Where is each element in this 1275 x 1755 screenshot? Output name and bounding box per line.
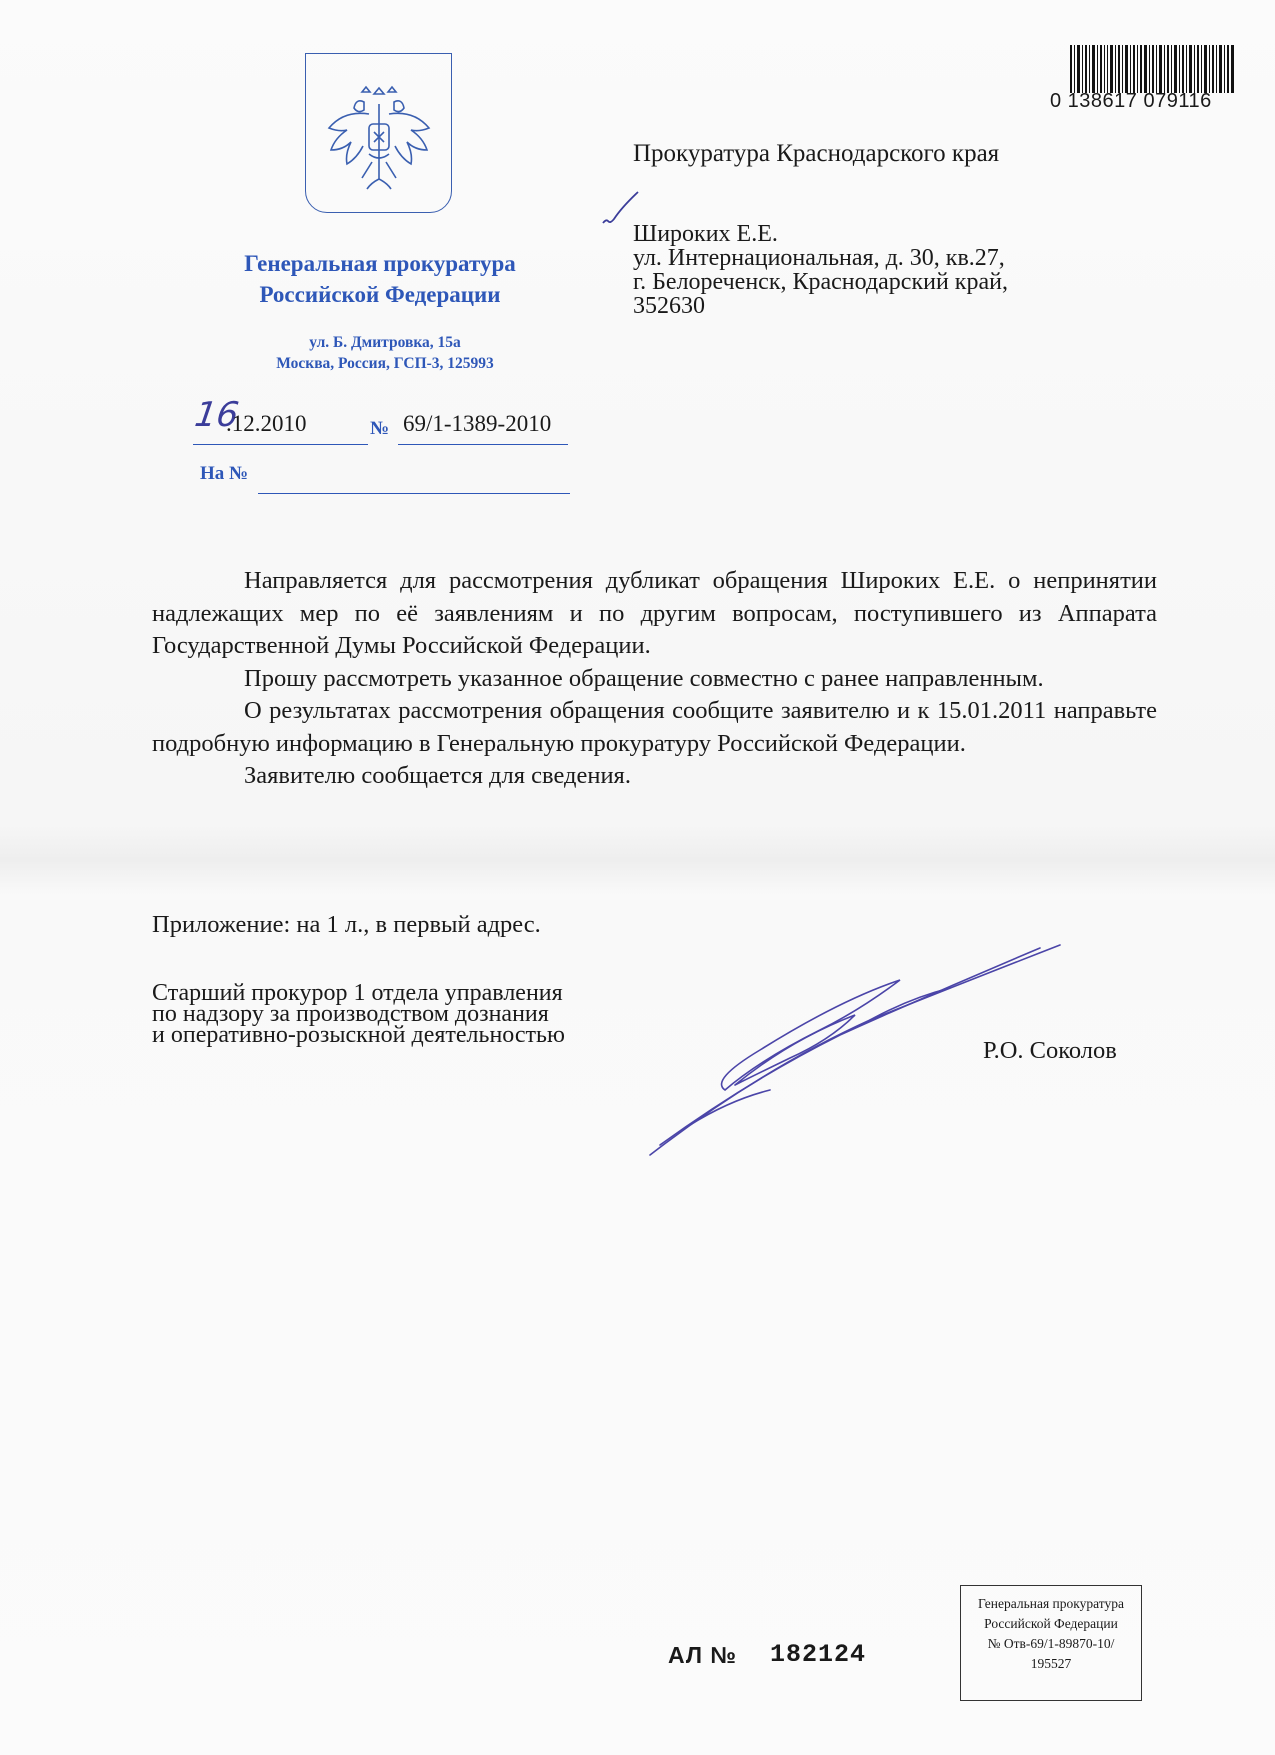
form-series-label: АЛ № xyxy=(668,1642,738,1668)
reply-to-label: На № xyxy=(200,463,249,484)
sender-org-line2: Российской Федерации xyxy=(259,282,501,307)
stamp-line-4: 195527 xyxy=(1030,1656,1072,1671)
form-series-number: 182124 xyxy=(770,1640,867,1669)
reply-to-underline xyxy=(258,455,570,494)
recipient-address-line3: 352630 xyxy=(633,293,705,319)
body-paragraph-4: Заявителю сообщается для сведения. xyxy=(244,762,631,789)
emblem-frame xyxy=(305,53,452,213)
recipient-address-line1: ул. Интернациональная, д. 30, кв.27, xyxy=(633,245,1005,271)
signatory-name: Р.О. Соколов xyxy=(983,1037,1117,1064)
recipient-address-block xyxy=(633,222,1008,318)
sender-address-line2: Москва, Россия, ГСП-3, 125993 xyxy=(276,355,494,372)
body-paragraph-1: Направляется для рассмотрения дубликат обращения Широких Е.Е. о непринятии надлежащих мер по её заявлениям и по другим вопросам, поступившего из Аппарата Государственной Думы Российской Федерации. xyxy=(152,567,1157,659)
sender-organization xyxy=(185,248,575,310)
body-paragraph-2: Прошу рассмотреть указанное обращение совместно с ранее направленным. xyxy=(244,664,1044,692)
double-headed-eagle-icon xyxy=(324,84,434,194)
attachment-note: Приложение: на 1 л., в первый адрес. xyxy=(152,911,541,938)
signatory-position xyxy=(152,980,565,1048)
stamp-line-1: Генеральная прокуратура xyxy=(978,1596,1124,1611)
date-printed: .12.2010 xyxy=(226,411,307,436)
position-line-1: Старший прокурор 1 отдела управления xyxy=(152,980,563,1006)
sender-org-line1: Генеральная прокуратура xyxy=(244,251,516,276)
barcode-number: 0 138617 079116 xyxy=(1050,90,1212,112)
barcode-icon xyxy=(1070,45,1235,93)
number-sign: № xyxy=(370,418,390,439)
recipient-address-line2: г. Белореченск, Краснодарский край, xyxy=(633,269,1008,295)
recipient-person: Широких Е.Е. xyxy=(633,221,778,247)
position-line-3: и оперативно-розыскной деятельностью xyxy=(152,1022,565,1048)
position-line-2: по надзору за производством дознания xyxy=(152,1001,549,1027)
date-handwritten-day: 16 xyxy=(192,395,242,435)
stamp-line-2: Российской Федерации xyxy=(984,1616,1118,1631)
recipient-organization: Прокуратура Краснодарского края xyxy=(633,140,1000,167)
stamp-line-3: № Отв-69/1-89870-10/ xyxy=(987,1636,1115,1651)
incoming-registration-stamp xyxy=(960,1585,1142,1701)
outgoing-number: 69/1-1389-2010 xyxy=(403,411,552,436)
sender-address-line1: ул. Б. Дмитровка, 15а xyxy=(309,334,461,351)
letter-body xyxy=(152,565,1157,793)
sender-address xyxy=(215,332,555,374)
body-paragraph-3: О результатах рассмотрения обращения сообщите заявителю и к 15.01.2011 направьте подробную информацию в Генеральную прокуратуру Российской Федерации. xyxy=(152,697,1157,757)
